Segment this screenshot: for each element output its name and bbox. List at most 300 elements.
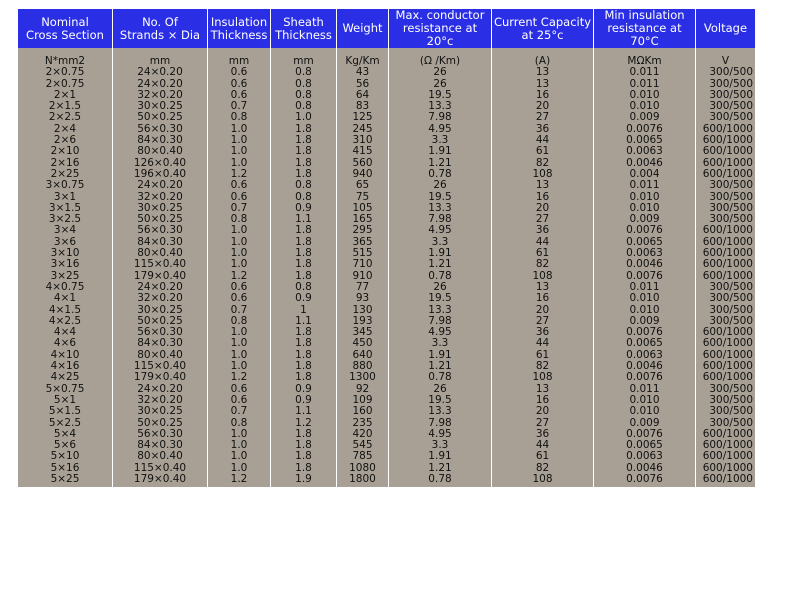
cell-sheath-thickness: 0.9 xyxy=(271,384,337,395)
cell-insulation-resistance: 0.010 xyxy=(594,406,696,417)
cell-weight: 295 xyxy=(337,225,389,236)
cell-voltage: 600/1000 xyxy=(696,463,756,474)
cell-voltage: 600/1000 xyxy=(696,237,756,248)
cell-conductor-resistance: 26 xyxy=(389,384,492,395)
table-row xyxy=(18,169,756,180)
cell-insulation-thickness: 1.0 xyxy=(208,463,271,474)
cell-voltage: 300/500 xyxy=(696,282,756,293)
cell-insulation-thickness: 0.6 xyxy=(208,282,271,293)
cell-strands-dia: 30×0.25 xyxy=(113,101,208,112)
cell-cross-section: 4×10 xyxy=(18,350,113,361)
cell-cross-section: 5×16 xyxy=(18,463,113,474)
cell-cross-section: 4×4 xyxy=(18,327,113,338)
cell-conductor-resistance: 26 xyxy=(389,282,492,293)
cell-voltage: 600/1000 xyxy=(696,271,756,282)
cell-insulation-thickness: 0.6 xyxy=(208,90,271,101)
cell-cross-section: 2×4 xyxy=(18,124,113,135)
cell-weight: 193 xyxy=(337,316,389,327)
cell-cross-section: 3×10 xyxy=(18,248,113,259)
cell-current-capacity: 13 xyxy=(492,79,594,90)
cell-insulation-resistance: 0.010 xyxy=(594,90,696,101)
cell-sheath-thickness: 1.8 xyxy=(271,158,337,169)
cell-insulation-resistance: 0.011 xyxy=(594,282,696,293)
header-sheath-thickness: Sheath Thickness xyxy=(271,9,337,48)
cell-current-capacity: 61 xyxy=(492,451,594,462)
table-header xyxy=(18,9,756,48)
cell-current-capacity: 61 xyxy=(492,146,594,157)
table-row xyxy=(18,203,756,214)
cell-weight: 880 xyxy=(337,361,389,372)
cell-conductor-resistance: 26 xyxy=(389,67,492,78)
cell-insulation-resistance: 0.009 xyxy=(594,214,696,225)
cell-weight: 130 xyxy=(337,305,389,316)
cell-voltage: 600/1000 xyxy=(696,372,756,383)
table-row xyxy=(18,418,756,429)
cell-sheath-thickness: 1.1 xyxy=(271,316,337,327)
cell-strands-dia: 32×0.20 xyxy=(113,90,208,101)
cell-weight: 1300 xyxy=(337,372,389,383)
cell-cross-section: 4×0.75 xyxy=(18,282,113,293)
table-row xyxy=(18,338,756,349)
cell-strands-dia: 56×0.30 xyxy=(113,429,208,440)
cell-strands-dia: 80×0.40 xyxy=(113,146,208,157)
cell-strands-dia: 56×0.30 xyxy=(113,225,208,236)
cell-sheath-thickness: 1.8 xyxy=(271,248,337,259)
cell-weight: 545 xyxy=(337,440,389,451)
cell-strands-dia: 24×0.20 xyxy=(113,79,208,90)
cell-current-capacity: 27 xyxy=(492,112,594,123)
header-voltage: Voltage xyxy=(696,9,756,48)
cell-insulation-resistance: 0.0046 xyxy=(594,259,696,270)
cell-current-capacity: 20 xyxy=(492,101,594,112)
cell-insulation-thickness: 1.0 xyxy=(208,158,271,169)
cell-conductor-resistance: 0.78 xyxy=(389,474,492,487)
cell-current-capacity: 61 xyxy=(492,248,594,259)
cell-insulation-resistance: 0.0063 xyxy=(594,146,696,157)
cell-weight: 560 xyxy=(337,158,389,169)
cell-cross-section: 2×2.5 xyxy=(18,112,113,123)
cell-voltage: 300/500 xyxy=(696,112,756,123)
cell-insulation-resistance: 0.011 xyxy=(594,384,696,395)
cell-conductor-resistance: 26 xyxy=(389,180,492,191)
cell-strands-dia: 24×0.20 xyxy=(113,67,208,78)
cell-conductor-resistance: 1.91 xyxy=(389,350,492,361)
cell-strands-dia: 115×0.40 xyxy=(113,463,208,474)
cell-voltage: 600/1000 xyxy=(696,158,756,169)
cell-current-capacity: 20 xyxy=(492,406,594,417)
table-row xyxy=(18,395,756,406)
cell-current-capacity: 20 xyxy=(492,203,594,214)
cell-insulation-resistance: MΩKm xyxy=(594,48,696,67)
cable-spec-table-container xyxy=(17,9,756,487)
cell-insulation-resistance: 0.004 xyxy=(594,169,696,180)
cell-strands-dia: 30×0.25 xyxy=(113,305,208,316)
cell-weight: 640 xyxy=(337,350,389,361)
cell-weight: 345 xyxy=(337,327,389,338)
cell-insulation-resistance: 0.010 xyxy=(594,293,696,304)
cell-insulation-resistance: 0.010 xyxy=(594,203,696,214)
cell-conductor-resistance: 13.3 xyxy=(389,203,492,214)
cell-strands-dia: 84×0.30 xyxy=(113,135,208,146)
cell-weight: 64 xyxy=(337,90,389,101)
cell-voltage: 300/500 xyxy=(696,192,756,203)
cell-current-capacity: 82 xyxy=(492,463,594,474)
cell-voltage: 300/500 xyxy=(696,90,756,101)
cell-strands-dia: 80×0.40 xyxy=(113,248,208,259)
cell-insulation-thickness: 0.7 xyxy=(208,406,271,417)
table-row xyxy=(18,192,756,203)
cell-insulation-resistance: 0.0076 xyxy=(594,429,696,440)
cell-conductor-resistance: 4.95 xyxy=(389,225,492,236)
cell-current-capacity: 36 xyxy=(492,225,594,236)
cell-insulation-thickness: 0.8 xyxy=(208,316,271,327)
cell-conductor-resistance: 13.3 xyxy=(389,101,492,112)
cell-cross-section: 5×1.5 xyxy=(18,406,113,417)
cell-insulation-resistance: 0.0063 xyxy=(594,451,696,462)
cell-current-capacity: 82 xyxy=(492,361,594,372)
table-row xyxy=(18,214,756,225)
table-row xyxy=(18,237,756,248)
cell-cross-section: 3×25 xyxy=(18,271,113,282)
cell-insulation-thickness: 1.0 xyxy=(208,451,271,462)
cell-insulation-resistance: 0.010 xyxy=(594,192,696,203)
cell-insulation-resistance: 0.009 xyxy=(594,316,696,327)
table-row xyxy=(18,350,756,361)
cell-insulation-resistance: 0.010 xyxy=(594,305,696,316)
cell-insulation-thickness: 1.0 xyxy=(208,429,271,440)
cell-insulation-thickness: 0.6 xyxy=(208,384,271,395)
cell-insulation-resistance: 0.0063 xyxy=(594,350,696,361)
cell-voltage: 300/500 xyxy=(696,214,756,225)
cell-strands-dia: 50×0.25 xyxy=(113,112,208,123)
cell-insulation-thickness: mm xyxy=(208,48,271,67)
cell-current-capacity: 27 xyxy=(492,214,594,225)
cell-voltage: 600/1000 xyxy=(696,169,756,180)
cell-strands-dia: 126×0.40 xyxy=(113,158,208,169)
cell-conductor-resistance: 7.98 xyxy=(389,316,492,327)
cell-cross-section: 5×6 xyxy=(18,440,113,451)
cell-insulation-thickness: 1.0 xyxy=(208,248,271,259)
cell-weight: 515 xyxy=(337,248,389,259)
cell-weight: 245 xyxy=(337,124,389,135)
cell-weight: 75 xyxy=(337,192,389,203)
cell-voltage: 600/1000 xyxy=(696,474,756,487)
table-row xyxy=(18,361,756,372)
cell-strands-dia: 196×0.40 xyxy=(113,169,208,180)
cell-voltage: 600/1000 xyxy=(696,327,756,338)
cell-cross-section: 3×6 xyxy=(18,237,113,248)
cell-current-capacity: 13 xyxy=(492,384,594,395)
cell-insulation-resistance: 0.009 xyxy=(594,418,696,429)
cell-current-capacity: 16 xyxy=(492,192,594,203)
cell-weight: 43 xyxy=(337,67,389,78)
cell-weight: 1800 xyxy=(337,474,389,487)
cell-sheath-thickness: 1.1 xyxy=(271,406,337,417)
units-row xyxy=(18,48,756,67)
cell-conductor-resistance: 13.3 xyxy=(389,406,492,417)
table-row xyxy=(18,101,756,112)
cell-cross-section: 2×1.5 xyxy=(18,101,113,112)
cell-weight: 1080 xyxy=(337,463,389,474)
cell-cross-section: 4×1 xyxy=(18,293,113,304)
cell-sheath-thickness: 1.8 xyxy=(271,429,337,440)
cell-insulation-resistance: 0.0076 xyxy=(594,225,696,236)
table-row xyxy=(18,474,756,487)
cell-insulation-thickness: 1.0 xyxy=(208,124,271,135)
cell-sheath-thickness: mm xyxy=(271,48,337,67)
cell-cross-section: 3×2.5 xyxy=(18,214,113,225)
cell-cross-section: 2×10 xyxy=(18,146,113,157)
cell-weight: 160 xyxy=(337,406,389,417)
cell-conductor-resistance: 3.3 xyxy=(389,237,492,248)
cell-sheath-thickness: 0.8 xyxy=(271,90,337,101)
cell-strands-dia: 30×0.25 xyxy=(113,406,208,417)
cell-voltage: 300/500 xyxy=(696,406,756,417)
table-row xyxy=(18,259,756,270)
cell-insulation-resistance: 0.010 xyxy=(594,101,696,112)
table-row xyxy=(18,180,756,191)
cell-current-capacity: 16 xyxy=(492,90,594,101)
cell-sheath-thickness: 1.8 xyxy=(271,259,337,270)
cell-strands-dia: 50×0.25 xyxy=(113,214,208,225)
cell-weight: 365 xyxy=(337,237,389,248)
table-row xyxy=(18,327,756,338)
cell-sheath-thickness: 1.8 xyxy=(271,225,337,236)
table-body xyxy=(18,48,756,487)
cell-current-capacity: 16 xyxy=(492,395,594,406)
cell-conductor-resistance: 4.95 xyxy=(389,124,492,135)
cell-voltage: 300/500 xyxy=(696,293,756,304)
cell-voltage: 300/500 xyxy=(696,316,756,327)
cell-voltage: 300/500 xyxy=(696,101,756,112)
cell-insulation-thickness: 0.7 xyxy=(208,101,271,112)
table-row xyxy=(18,135,756,146)
table-row xyxy=(18,225,756,236)
cell-conductor-resistance: 19.5 xyxy=(389,395,492,406)
cell-cross-section: 5×1 xyxy=(18,395,113,406)
cell-current-capacity: 20 xyxy=(492,305,594,316)
cell-current-capacity: 13 xyxy=(492,67,594,78)
header-max-conductor-resistance: Max. conductor resistance at 20°c xyxy=(389,9,492,48)
cell-insulation-resistance: 0.011 xyxy=(594,180,696,191)
cell-conductor-resistance: 26 xyxy=(389,79,492,90)
cell-insulation-thickness: 0.6 xyxy=(208,192,271,203)
cell-sheath-thickness: 0.8 xyxy=(271,67,337,78)
cell-cross-section: 3×1.5 xyxy=(18,203,113,214)
cell-sheath-thickness: 0.8 xyxy=(271,282,337,293)
cell-insulation-thickness: 0.6 xyxy=(208,293,271,304)
cell-sheath-thickness: 1.8 xyxy=(271,135,337,146)
cell-weight: 450 xyxy=(337,338,389,349)
cell-sheath-thickness: 1.9 xyxy=(271,474,337,487)
table-row xyxy=(18,305,756,316)
cell-cross-section: 4×16 xyxy=(18,361,113,372)
cell-strands-dia: 32×0.20 xyxy=(113,395,208,406)
cell-sheath-thickness: 0.9 xyxy=(271,395,337,406)
cell-sheath-thickness: 1.8 xyxy=(271,350,337,361)
cell-insulation-resistance: 0.011 xyxy=(594,67,696,78)
cell-sheath-thickness: 0.8 xyxy=(271,101,337,112)
cell-conductor-resistance: 4.95 xyxy=(389,327,492,338)
cell-current-capacity: 44 xyxy=(492,440,594,451)
cell-conductor-resistance: 19.5 xyxy=(389,293,492,304)
cell-sheath-thickness: 1.8 xyxy=(271,361,337,372)
cell-weight: 420 xyxy=(337,429,389,440)
cell-cross-section: 4×2.5 xyxy=(18,316,113,327)
cell-cross-section: 4×6 xyxy=(18,338,113,349)
cell-conductor-resistance: 1.21 xyxy=(389,463,492,474)
cell-strands-dia: 24×0.20 xyxy=(113,282,208,293)
header-current-capacity: Current Capacity at 25°c xyxy=(492,9,594,48)
cell-voltage: 300/500 xyxy=(696,305,756,316)
table-row xyxy=(18,112,756,123)
cell-current-capacity: 44 xyxy=(492,338,594,349)
cell-conductor-resistance: 0.78 xyxy=(389,372,492,383)
cell-insulation-thickness: 0.8 xyxy=(208,214,271,225)
header-weight: Weight xyxy=(337,9,389,48)
cell-strands-dia: 80×0.40 xyxy=(113,451,208,462)
cell-voltage: 600/1000 xyxy=(696,146,756,157)
table-row xyxy=(18,384,756,395)
cell-strands-dia: 115×0.40 xyxy=(113,259,208,270)
cell-insulation-resistance: 0.0076 xyxy=(594,327,696,338)
cell-strands-dia: 84×0.30 xyxy=(113,440,208,451)
table-row xyxy=(18,293,756,304)
cell-cross-section: 3×16 xyxy=(18,259,113,270)
cell-current-capacity: 82 xyxy=(492,158,594,169)
cell-cross-section: 5×4 xyxy=(18,429,113,440)
cell-weight: 77 xyxy=(337,282,389,293)
cell-sheath-thickness: 0.8 xyxy=(271,192,337,203)
cell-insulation-thickness: 0.6 xyxy=(208,79,271,90)
cell-conductor-resistance: 3.3 xyxy=(389,440,492,451)
header-min-insulation-resistance: Min insulation resistance at 70°C xyxy=(594,9,696,48)
cell-voltage: 600/1000 xyxy=(696,350,756,361)
cell-insulation-thickness: 0.8 xyxy=(208,418,271,429)
cell-current-capacity: 108 xyxy=(492,169,594,180)
cell-sheath-thickness: 0.9 xyxy=(271,293,337,304)
cell-cross-section: 2×16 xyxy=(18,158,113,169)
cell-strands-dia: 84×0.30 xyxy=(113,237,208,248)
cell-voltage: 300/500 xyxy=(696,67,756,78)
table-row xyxy=(18,463,756,474)
cell-weight: 56 xyxy=(337,79,389,90)
cell-strands-dia: 30×0.25 xyxy=(113,203,208,214)
cell-current-capacity: 61 xyxy=(492,350,594,361)
cell-sheath-thickness: 1.2 xyxy=(271,418,337,429)
cell-insulation-thickness: 1.2 xyxy=(208,271,271,282)
cell-conductor-resistance: 19.5 xyxy=(389,192,492,203)
cell-sheath-thickness: 1.8 xyxy=(271,146,337,157)
cell-weight: 105 xyxy=(337,203,389,214)
cell-current-capacity: 108 xyxy=(492,474,594,487)
cell-conductor-resistance: (Ω /Km) xyxy=(389,48,492,67)
cell-conductor-resistance: 19.5 xyxy=(389,90,492,101)
cell-insulation-resistance: 0.0063 xyxy=(594,248,696,259)
cell-cross-section: 2×6 xyxy=(18,135,113,146)
cell-sheath-thickness: 0.9 xyxy=(271,203,337,214)
cell-cross-section: 2×0.75 xyxy=(18,79,113,90)
cell-conductor-resistance: 0.78 xyxy=(389,169,492,180)
cell-voltage: 300/500 xyxy=(696,79,756,90)
cell-conductor-resistance: 3.3 xyxy=(389,135,492,146)
cell-sheath-thickness: 1.8 xyxy=(271,338,337,349)
cell-strands-dia: 179×0.40 xyxy=(113,271,208,282)
cell-weight: 93 xyxy=(337,293,389,304)
cell-strands-dia: 179×0.40 xyxy=(113,372,208,383)
cell-strands-dia: mm xyxy=(113,48,208,67)
cell-weight: 165 xyxy=(337,214,389,225)
cell-voltage: V xyxy=(696,48,756,67)
cell-sheath-thickness: 1.8 xyxy=(271,451,337,462)
cell-conductor-resistance: 1.21 xyxy=(389,361,492,372)
cell-strands-dia: 32×0.20 xyxy=(113,192,208,203)
cell-voltage: 300/500 xyxy=(696,180,756,191)
cell-current-capacity: 13 xyxy=(492,180,594,191)
cell-current-capacity: 16 xyxy=(492,293,594,304)
cell-voltage: 600/1000 xyxy=(696,361,756,372)
cell-insulation-thickness: 1.0 xyxy=(208,237,271,248)
cell-cross-section: 4×1.5 xyxy=(18,305,113,316)
cell-insulation-thickness: 1.2 xyxy=(208,169,271,180)
cell-insulation-thickness: 1.0 xyxy=(208,338,271,349)
cell-insulation-resistance: 0.0065 xyxy=(594,135,696,146)
cell-voltage: 600/1000 xyxy=(696,124,756,135)
cell-weight: 910 xyxy=(337,271,389,282)
cell-conductor-resistance: 4.95 xyxy=(389,429,492,440)
cell-weight: 710 xyxy=(337,259,389,270)
table-row xyxy=(18,451,756,462)
cell-weight: Kg/Km xyxy=(337,48,389,67)
cell-strands-dia: 56×0.30 xyxy=(113,327,208,338)
header-nominal-cross-section: Nominal Cross Section xyxy=(18,9,113,48)
table-row xyxy=(18,429,756,440)
cell-conductor-resistance: 0.78 xyxy=(389,271,492,282)
cell-cross-section: 3×1 xyxy=(18,192,113,203)
cell-cross-section: 3×0.75 xyxy=(18,180,113,191)
cell-sheath-thickness: 1.8 xyxy=(271,463,337,474)
cell-strands-dia: 115×0.40 xyxy=(113,361,208,372)
table-row xyxy=(18,79,756,90)
cell-sheath-thickness: 1.1 xyxy=(271,214,337,225)
cell-voltage: 600/1000 xyxy=(696,135,756,146)
cell-current-capacity: 27 xyxy=(492,316,594,327)
cell-strands-dia: 24×0.20 xyxy=(113,180,208,191)
cell-insulation-thickness: 0.6 xyxy=(208,67,271,78)
cell-conductor-resistance: 13.3 xyxy=(389,305,492,316)
cell-sheath-thickness: 1.8 xyxy=(271,372,337,383)
cell-sheath-thickness: 1.8 xyxy=(271,327,337,338)
cell-current-capacity: 82 xyxy=(492,259,594,270)
cell-insulation-resistance: 0.0065 xyxy=(594,237,696,248)
table-row xyxy=(18,406,756,417)
cell-sheath-thickness: 0.8 xyxy=(271,79,337,90)
cell-insulation-thickness: 1.0 xyxy=(208,440,271,451)
cell-weight: 940 xyxy=(337,169,389,180)
cell-weight: 109 xyxy=(337,395,389,406)
cell-conductor-resistance: 1.91 xyxy=(389,146,492,157)
cell-insulation-thickness: 0.8 xyxy=(208,112,271,123)
cell-insulation-thickness: 1.0 xyxy=(208,361,271,372)
cell-sheath-thickness: 1.8 xyxy=(271,440,337,451)
cell-insulation-thickness: 1.0 xyxy=(208,225,271,236)
table-row xyxy=(18,146,756,157)
cell-conductor-resistance: 1.21 xyxy=(389,158,492,169)
table-row xyxy=(18,440,756,451)
cell-insulation-thickness: 0.7 xyxy=(208,305,271,316)
cell-voltage: 600/1000 xyxy=(696,338,756,349)
cell-cross-section: 3×4 xyxy=(18,225,113,236)
